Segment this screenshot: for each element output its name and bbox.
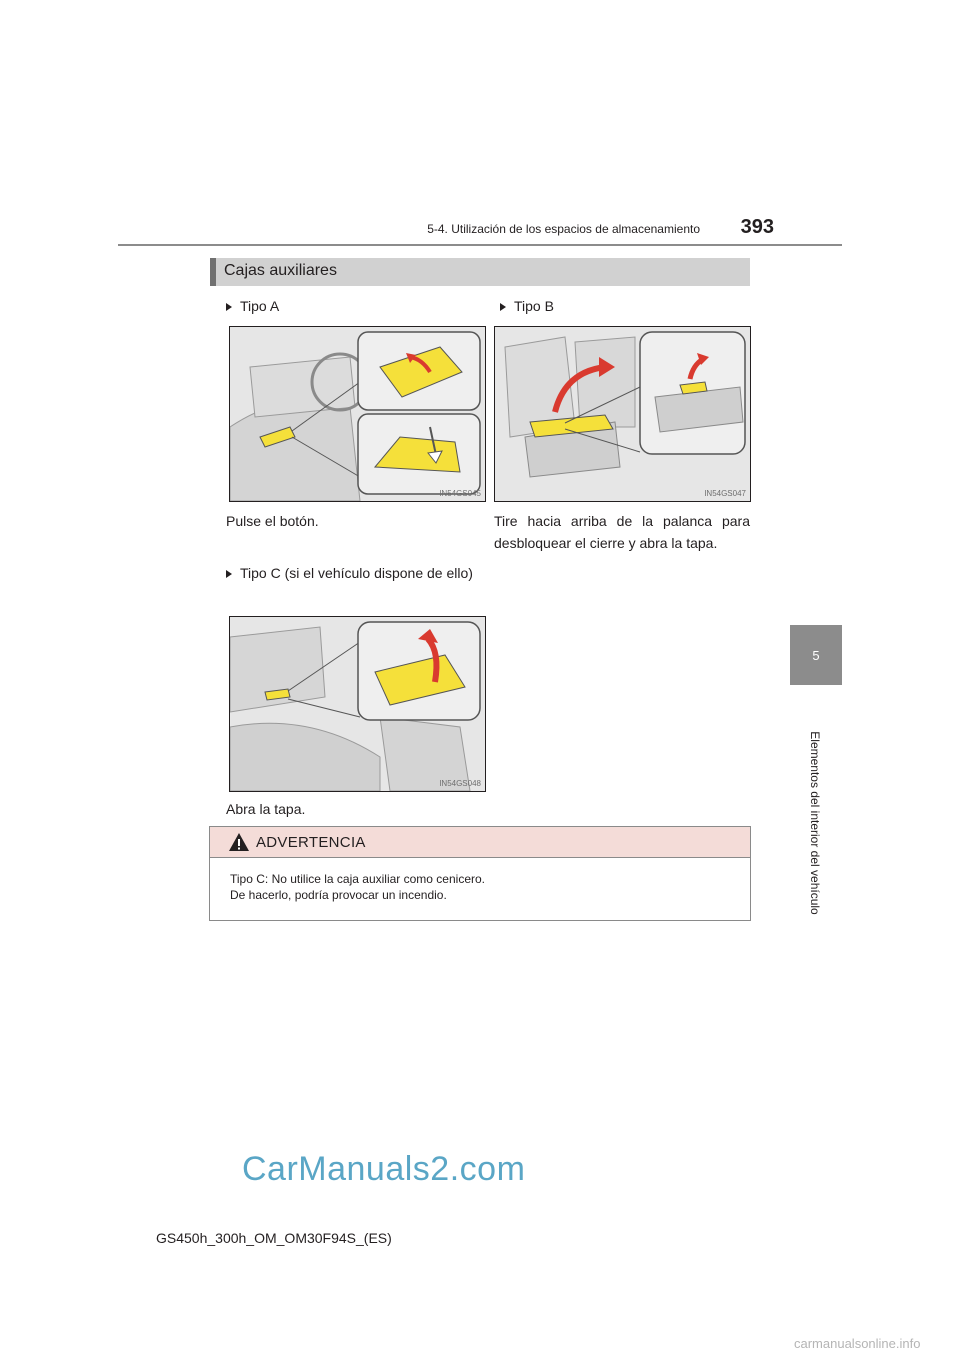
figure-code: IN54GS047 (704, 489, 746, 498)
triangle-bullet-icon (226, 570, 232, 578)
warning-triangle-icon (228, 832, 250, 852)
dashboard-glovebox-illustration (230, 327, 485, 501)
rear-armrest-illustration (495, 327, 750, 501)
warning-line-1: Tipo C: No utilice la caja auxiliar como cenicero. (230, 872, 485, 886)
watermark-corner: carmanualsonline.info (794, 1336, 921, 1351)
type-b-figure (494, 326, 751, 502)
type-c-heading: Tipo C (si el vehículo dispone de ello) (226, 562, 482, 584)
running-header: 5-4. Utilización de los espacios de almacenamiento (427, 222, 700, 236)
section-title: Cajas auxiliares (224, 262, 337, 279)
warning-text (230, 871, 730, 903)
type-a-caption: Pulse el botón. (226, 513, 319, 529)
type-c-figure (229, 616, 486, 792)
figure-code: IN54GS045 (439, 489, 481, 498)
footer-code: GS450h_300h_OM_OM30F94S_(ES) (156, 1230, 392, 1246)
header-rule (118, 244, 842, 246)
type-c-caption: Abra la tapa. (226, 801, 306, 817)
type-a-figure (229, 326, 486, 502)
section-heading-bar (210, 258, 750, 286)
door-box-illustration (230, 617, 485, 791)
watermark-logo: CarManuals2.com (242, 1150, 526, 1188)
type-b-caption: Tire hacia arriba de la palanca para desbloquear el cierre y abra la tapa. (494, 513, 750, 551)
triangle-bullet-icon (500, 303, 506, 311)
type-b-heading: Tipo B (500, 296, 554, 316)
warning-header (210, 827, 750, 858)
chapter-tab: 5 (790, 625, 842, 685)
warning-title: ADVERTENCIA (256, 834, 366, 851)
warning-box (209, 826, 751, 921)
triangle-bullet-icon (226, 303, 232, 311)
page-number: 393 (740, 216, 774, 238)
type-a-heading: Tipo A (226, 296, 279, 316)
warning-line-2: De hacerlo, podría provocar un incendio. (230, 888, 447, 902)
figure-code: IN54GS048 (439, 779, 481, 788)
chapter-label: Elementos del interior del vehículo (808, 731, 822, 915)
